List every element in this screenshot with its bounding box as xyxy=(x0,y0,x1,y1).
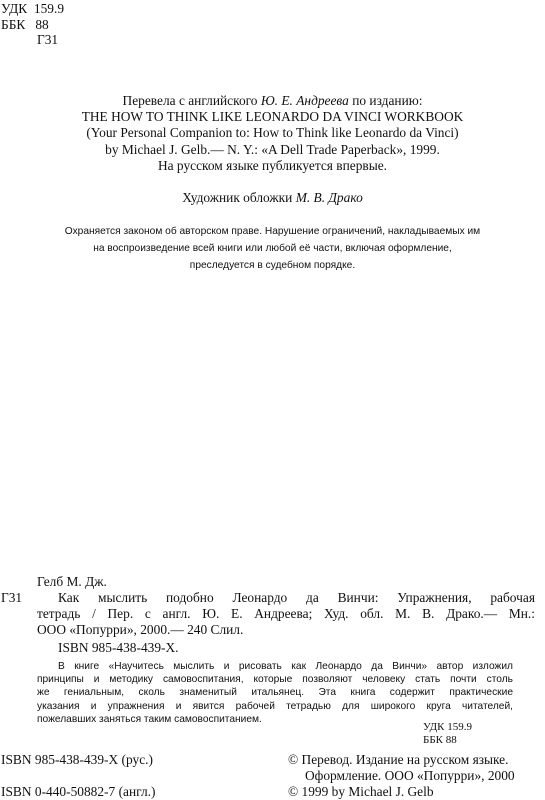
isbn-label: ISBN xyxy=(1,784,32,799)
isbn-note: (англ.) xyxy=(118,784,156,799)
catalog-annotation xyxy=(37,660,513,726)
catalog-author-heading: Гелб М. Дж. xyxy=(37,574,107,589)
annotation-line: принципы и методику самовоспитания, которые позволяют человеку стать почти столь xyxy=(37,674,513,686)
card-bbk: ББК 88 xyxy=(423,734,457,746)
original-subtitle: (Your Personal Companion to: How to Think like Leonardo da Vinci) xyxy=(86,125,459,140)
isbn-english xyxy=(1,784,155,800)
annotation-line: пожелавших заняться таким самовоспитанием. xyxy=(37,713,262,725)
copyright-design: Оформление. ООО «Попурри», 2000 xyxy=(305,768,515,783)
cover-artist-label: Художник обложки xyxy=(182,190,293,205)
catalog-description-line: ООО «Попурри», 2000.— 240 Слил. xyxy=(37,622,244,637)
isbn-label: ISBN xyxy=(1,752,32,767)
bbk-label: ББК xyxy=(1,17,26,32)
isbn-russian xyxy=(1,752,153,768)
original-title: THE HOW TO THINK LIKE LEONARDO DA VINCI WORKBOOK xyxy=(81,109,464,124)
bbk-value: 88 xyxy=(35,17,49,32)
first-publication-note: На русском языке публикуется впервые. xyxy=(157,158,388,173)
isbn-value: 0-440-50882-7 xyxy=(34,784,116,799)
catalog-description-line: тетрадь / Пер. с англ. Ю. Е. Андреева; Худ. обл. М. В. Драко.— Мн.: xyxy=(37,606,535,621)
isbn-value: 985-438-439-X xyxy=(34,752,119,767)
card-udk: УДК 159.9 xyxy=(423,721,473,733)
udk-label: УДК xyxy=(1,1,28,16)
catalog-isbn: ISBN 985-438-439-X. xyxy=(58,640,179,655)
translator-name: Ю. Е. Андреева xyxy=(260,93,349,108)
catalog-description xyxy=(37,590,535,638)
copyright-notice-line-3: преследуется в судебном порядке. xyxy=(189,260,356,271)
translation-post: по изданию: xyxy=(352,93,423,108)
cover-artist-name: М. В. Драко xyxy=(295,190,363,205)
copyright-translation: © Перевод. Издание на русском языке. xyxy=(288,752,509,767)
catalog-code: Г31 xyxy=(1,590,23,605)
classification-bbk xyxy=(1,17,49,33)
translation-pre: Перевела с английского xyxy=(122,93,258,108)
copyright-original: © 1999 by Michael J. Gelb xyxy=(288,784,434,799)
classification-udk xyxy=(1,1,64,17)
annotation-line: В книге «Научитесь мыслить и рисовать как Леонардо да Винчи» автор изложил xyxy=(58,661,513,672)
copyright-notice-line-2: на воспроизведение всей книги или любой её части, включая оформление, xyxy=(93,243,452,254)
classification-author-code xyxy=(37,32,58,48)
catalog-description-line: Как мыслить подобно Леонардо да Винчи: Упражнения, рабочая xyxy=(58,590,535,605)
translation-line xyxy=(0,93,545,109)
udk-value: 159.9 xyxy=(33,1,65,16)
original-imprint: by Michael J. Gelb.— N. Y.: «A Dell Trade Paperback», 1999. xyxy=(105,142,440,157)
annotation-line: же гениальным, сколь знаменитый итальянец. Эта книга содержит практические xyxy=(37,687,513,699)
isbn-note: (рус.) xyxy=(121,752,153,767)
cover-artist xyxy=(0,190,545,206)
author-code: Г31 xyxy=(37,32,59,47)
annotation-line: указания и упражнения и явится рабочей тетрадью для широкого круга читателей, xyxy=(37,700,513,712)
copyright-notice-line-1: Охраняется законом об авторском праве. Нарушение ограничений, накладываемых им xyxy=(64,226,481,237)
